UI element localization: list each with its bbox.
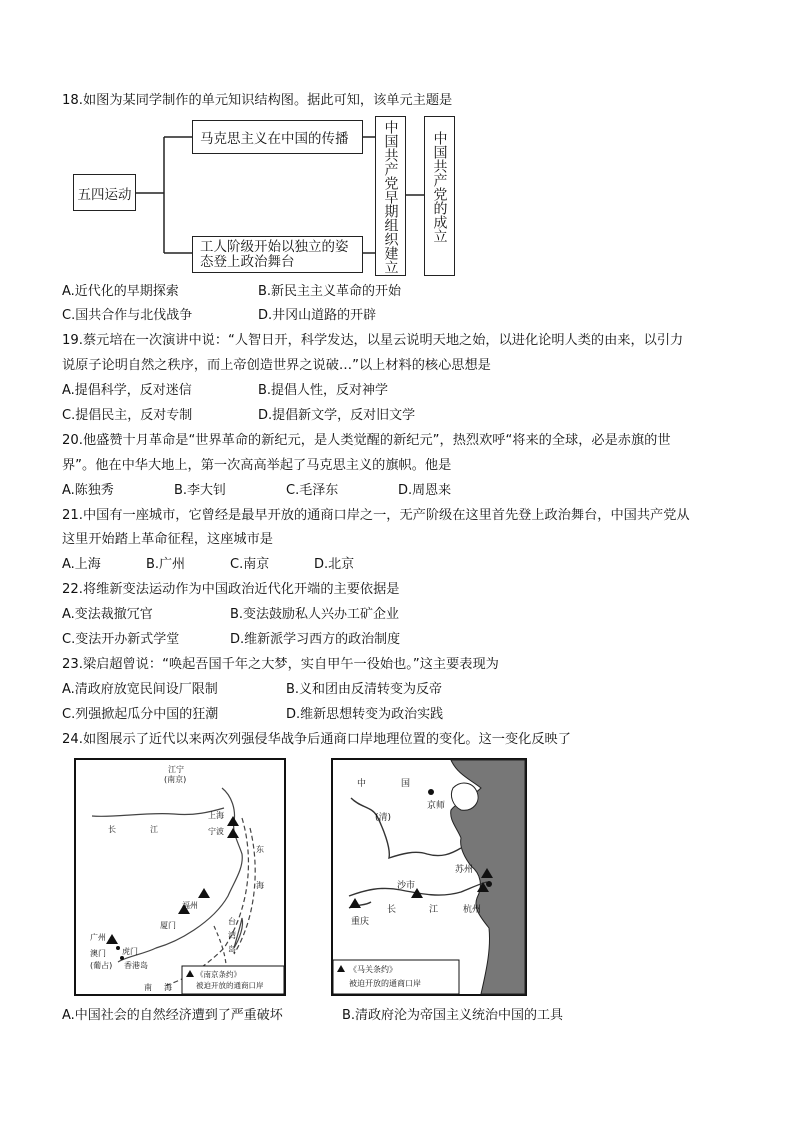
q21-stem-line2: 这里开始踏上革命征程，这座城市是 [62,532,273,547]
q22-option-a: A.变法裁撤冗官 [62,607,153,622]
diagram-middle-box [375,116,406,276]
label-putao: (葡占) [90,961,113,970]
label-guo: 国 [401,779,411,789]
q23-option-a: A.清政府放宽民间设厂限制 [62,682,218,697]
q24-option-a: A.中国社会的自然经济遭到了严重破坏 [62,1008,283,1023]
legend-left-line2: 被迫开放的通商口岸 [196,981,264,990]
q20-stem-line2: 界”。他在中华大地上，第一次高高举起了马克思主义的旗帜。他是 [62,458,452,473]
q21-option-d: D.北京 [314,557,355,572]
q20-option-c: C.毛泽东 [286,483,339,498]
diagram-branch-bottom-box [192,236,363,273]
q19-option-c: C.提倡民主，反对专制 [62,408,193,423]
diagram-branch-bottom-line1: 工人阶级开始以独立的姿 [200,239,349,255]
map-right-legend [333,960,459,994]
q19-option-d: D.提倡新文学，反对旧文学 [258,408,416,423]
map-left-legend [182,966,284,994]
diagram-right-box [424,116,455,276]
label-hai2: 海 [164,983,172,992]
q24-option-b: B.清政府沦为帝国主义统治中国的工具 [342,1008,564,1023]
label-jiangning: 江宁 [168,765,184,774]
map-nanjing-treaty [74,758,286,996]
legend-right-line2: 被迫开放的通商口岸 [349,979,421,988]
label-zhong: 中 [357,779,367,789]
label-nanjing: (南京) [164,775,187,784]
q19-stem-line2: 说原子论明自然之秩序，而上帝创造世界之说破…”以上材料的核心思想是 [62,358,491,373]
label-dong: 东 [256,845,264,854]
q19-option-a: A.提倡科学，反对迷信 [62,383,192,398]
label-dao: 岛 [228,945,236,954]
label-guangzhou: 广州 [90,933,106,942]
label-xianggang: 香港岛 [124,961,148,970]
label-left-jiang: 江 [150,825,158,834]
label-nan: 南 [144,983,152,992]
label-humen: 虎门 [122,947,138,956]
q18-stem: 18.如图为某同学制作的单元知识结构图。据此可知，该单元主题是 [62,93,453,108]
label-xiamen: 厦门 [160,921,176,930]
q23-option-d: D.维新思想转变为政治实践 [286,707,444,722]
label-right-jiang: 江 [429,905,439,915]
q24-stem: 24.如图展示了近代以来两次列强侵华战争后通商口岸地理位置的变化。这一变化反映了 [62,732,571,747]
label-wan: 湾 [228,931,236,940]
label-qing: (清) [375,813,392,823]
label-aomen: 澳门 [90,949,106,958]
q20-stem-line1: 20.他盛赞十月革命是“世界革命的新纪元，是人类觉醒的新纪元”，热烈欢呼“将来的全球，必是赤旗的世 [62,433,671,448]
q20-option-a: A.陈独秀 [62,483,114,498]
q21-option-a: A.上海 [62,557,101,572]
label-tai: 台 [228,917,236,926]
q22-option-b: B.变法鼓励私人兴办工矿企业 [230,607,400,622]
q22-option-c: C.变法开办新式学堂 [62,632,180,647]
q18-option-d: D.井冈山道路的开辟 [258,308,377,323]
label-suzhou: 苏州 [455,865,474,875]
diagram-branch-bottom-line2: 态登上政治舞台 [200,254,295,270]
q23-option-c: C.列强掀起瓜分中国的狂潮 [62,707,219,722]
diagram-root-box: 五四运动 [73,174,136,211]
q22-option-d: D.维新派学习西方的政治制度 [230,632,401,647]
label-chongqing: 重庆 [351,917,370,927]
q18-option-a: A.近代化的早期探索 [62,284,179,299]
label-hangzhou: 杭州 [463,905,482,915]
label-shanghai: 上海 [208,811,224,820]
label-shashi: 沙市 [397,881,416,891]
legend-left-line1: 《南京条约》 [196,970,241,979]
q21-option-b: B.广州 [146,557,186,572]
q21-option-c: C.南京 [230,557,270,572]
legend-right-line1: 《马关条约》 [349,965,397,974]
label-right-chang: 长 [387,905,397,915]
label-jingshi: 京师 [427,801,446,811]
q20-option-d: D.周恩来 [398,483,452,498]
q21-stem-line1: 21.中国有一座城市，它曾经是最早开放的通商口岸之一，无产阶级在这里首先登上政治舞台，中国共产党从 [62,508,690,523]
label-ningbo: 宁波 [208,827,224,836]
diagram-right-text: 中国共产党的成立 [431,131,448,243]
map-maguan-treaty [331,758,527,996]
q20-option-b: B.李大钊 [174,483,227,498]
q18-option-b: B.新民主主义革命的开始 [258,284,402,299]
q18-option-c: C.国共合作与北伐战争 [62,308,193,323]
q23-option-b: B.义和团由反清转变为反帝 [286,682,443,697]
diagram-branch-top-box: 马克思主义在中国的传播 [192,120,363,154]
label-hai: 海 [256,881,264,890]
q19-option-b: B.提倡人性，反对神学 [258,383,389,398]
label-left-chang: 长 [108,825,116,834]
q22-stem: 22.将维新变法运动作为中国政治近代化开端的主要依据是 [62,582,400,597]
label-fuzhou: 福州 [182,901,198,910]
q19-stem-line1: 19.蔡元培在一次演讲中说：“人智日开，科学发达，以星云说明天地之始，以进化论明人类的由来，以引力 [62,333,684,348]
diagram-middle-text: 中国共产党早期组织建立 [382,120,399,274]
q23-stem: 23.梁启超曾说：“唤起吾国千年之大梦，实自甲午一役始也。”这主要表现为 [62,657,499,672]
